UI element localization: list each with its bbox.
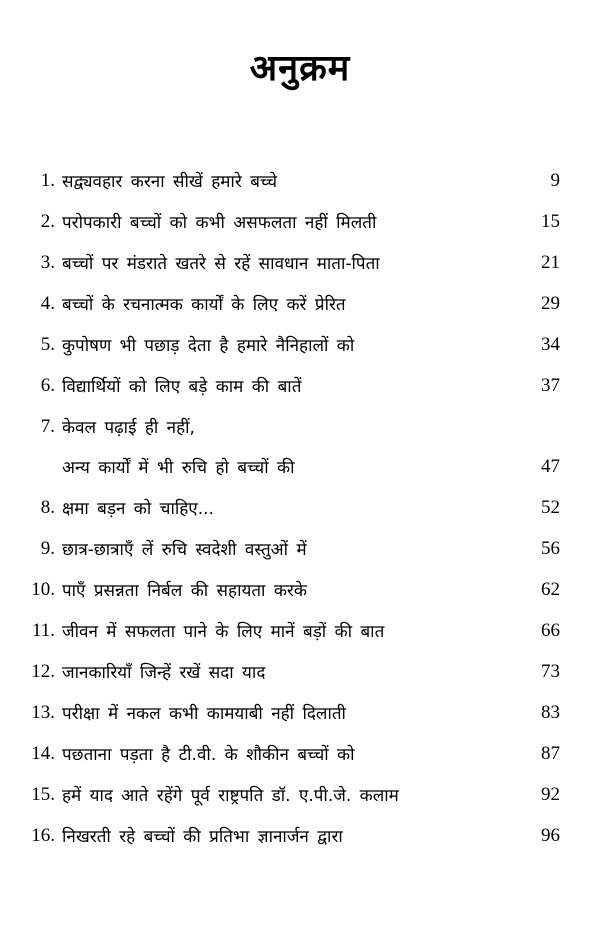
toc-entry[interactable] <box>0 326 600 367</box>
toc-entry-number: 2. <box>40 211 55 232</box>
toc-entry-page-number: 9 <box>550 170 560 191</box>
toc-entry-title: हमें याद आते रहेंगे पूर्व राष्ट्रपति डॉ. ए.पी.जे. कलाम <box>62 786 399 806</box>
table-of-contents <box>0 162 600 858</box>
toc-entry-page-number: 62 <box>541 579 560 600</box>
toc-entry[interactable] <box>0 776 600 817</box>
toc-entry-title: जानकारियाँ जिन्हें रखें सदा याद <box>62 663 266 683</box>
toc-entry[interactable] <box>0 367 600 408</box>
toc-entry-title: निखरती रहे बच्चों की प्रतिभा ज्ञानार्जन द्वारा <box>62 827 343 847</box>
toc-entry[interactable] <box>0 285 600 326</box>
toc-entry-title: जीवन में सफलता पाने के लिए मानें बड़ों की बात <box>62 622 385 642</box>
toc-entry-page-number: 66 <box>541 620 560 641</box>
toc-entry-page-number: 96 <box>541 825 560 846</box>
toc-entry-number: 14. <box>31 743 55 764</box>
toc-entry[interactable] <box>0 203 600 244</box>
toc-entry-title: केवल पढ़ाई ही नहीं, <box>62 418 195 438</box>
toc-entry[interactable] <box>0 653 600 694</box>
toc-entry[interactable] <box>0 530 600 571</box>
toc-entry-number: 15. <box>31 784 55 805</box>
toc-entry-title: विद्यार्थियों को लिए बड़े काम की बातें <box>62 377 302 397</box>
toc-entry[interactable] <box>0 735 600 776</box>
toc-entry-page-number: 21 <box>541 252 560 273</box>
toc-entry[interactable] <box>0 817 600 858</box>
toc-entry-number: 4. <box>40 293 55 314</box>
toc-entry-number: 5. <box>40 334 55 355</box>
page-title: अनुक्रम <box>249 48 351 89</box>
toc-entry-title: बच्चों पर मंडराते खतरे से रहें सावधान माता-पिता <box>62 254 380 274</box>
toc-entry-title: परीक्षा में नकल कभी कामयाबी नहीं दिलाती <box>62 704 346 724</box>
toc-entry-number: 7. <box>40 416 55 437</box>
toc-entry-title: पछताना पड़ता है टी.वी. के शौकीन बच्चों को <box>62 745 355 765</box>
toc-entry-title: क्षमा बड़न को चाहिए... <box>62 499 214 519</box>
toc-entry-page-number: 37 <box>541 375 560 396</box>
toc-entry[interactable] <box>0 408 600 489</box>
toc-entry-page-number: 87 <box>541 743 560 764</box>
toc-entry-page-number: 52 <box>541 497 560 518</box>
toc-entry-page-number: 29 <box>541 293 560 314</box>
toc-entry-title: अन्य कार्यों में भी रुचि हो बच्चों की <box>62 458 295 478</box>
toc-entry-title: सद्व्यवहार करना सीखें हमारे बच्चे <box>62 172 278 192</box>
toc-entry-number: 6. <box>40 375 55 396</box>
toc-entry-title: परोपकारी बच्चों को कभी असफलता नहीं मिलती <box>62 213 377 233</box>
toc-entry[interactable] <box>0 244 600 285</box>
toc-entry-number: 11. <box>31 620 55 641</box>
toc-entry[interactable] <box>0 694 600 735</box>
toc-entry-title: कुपोषण भी पछाड़ देता है हमारे नैनिहालों को <box>62 336 355 356</box>
toc-entry-number: 1. <box>40 170 55 191</box>
toc-entry[interactable] <box>0 162 600 203</box>
toc-entry-page-number: 83 <box>541 702 560 723</box>
toc-entry-page-number: 47 <box>541 456 560 477</box>
toc-entry[interactable] <box>0 489 600 530</box>
toc-entry-title: बच्चों के रचनात्मक कार्यों के लिए करें प्रेरित <box>62 295 346 315</box>
toc-entry-number: 10. <box>31 579 55 600</box>
toc-entry-number: 9. <box>40 538 55 559</box>
toc-entry[interactable] <box>0 612 600 653</box>
toc-entry[interactable] <box>0 571 600 612</box>
toc-entry-title: पाएँ प्रसन्नता निर्बल की सहायता करके <box>62 581 307 601</box>
toc-entry-title: छात्र-छात्राएँ लें रुचि स्वदेशी वस्तुओं में <box>62 540 307 560</box>
toc-entry-page-number: 73 <box>541 661 560 682</box>
toc-entry-page-number: 34 <box>541 334 560 355</box>
toc-entry-page-number: 56 <box>541 538 560 559</box>
toc-entry-number: 3. <box>40 252 55 273</box>
toc-entry-number: 13. <box>31 702 55 723</box>
toc-entry-number: 12. <box>31 661 55 682</box>
toc-entry-number: 16. <box>31 825 55 846</box>
toc-entry-page-number: 92 <box>541 784 560 805</box>
toc-entry-page-number: 15 <box>541 211 560 232</box>
toc-entry-number: 8. <box>40 497 55 518</box>
